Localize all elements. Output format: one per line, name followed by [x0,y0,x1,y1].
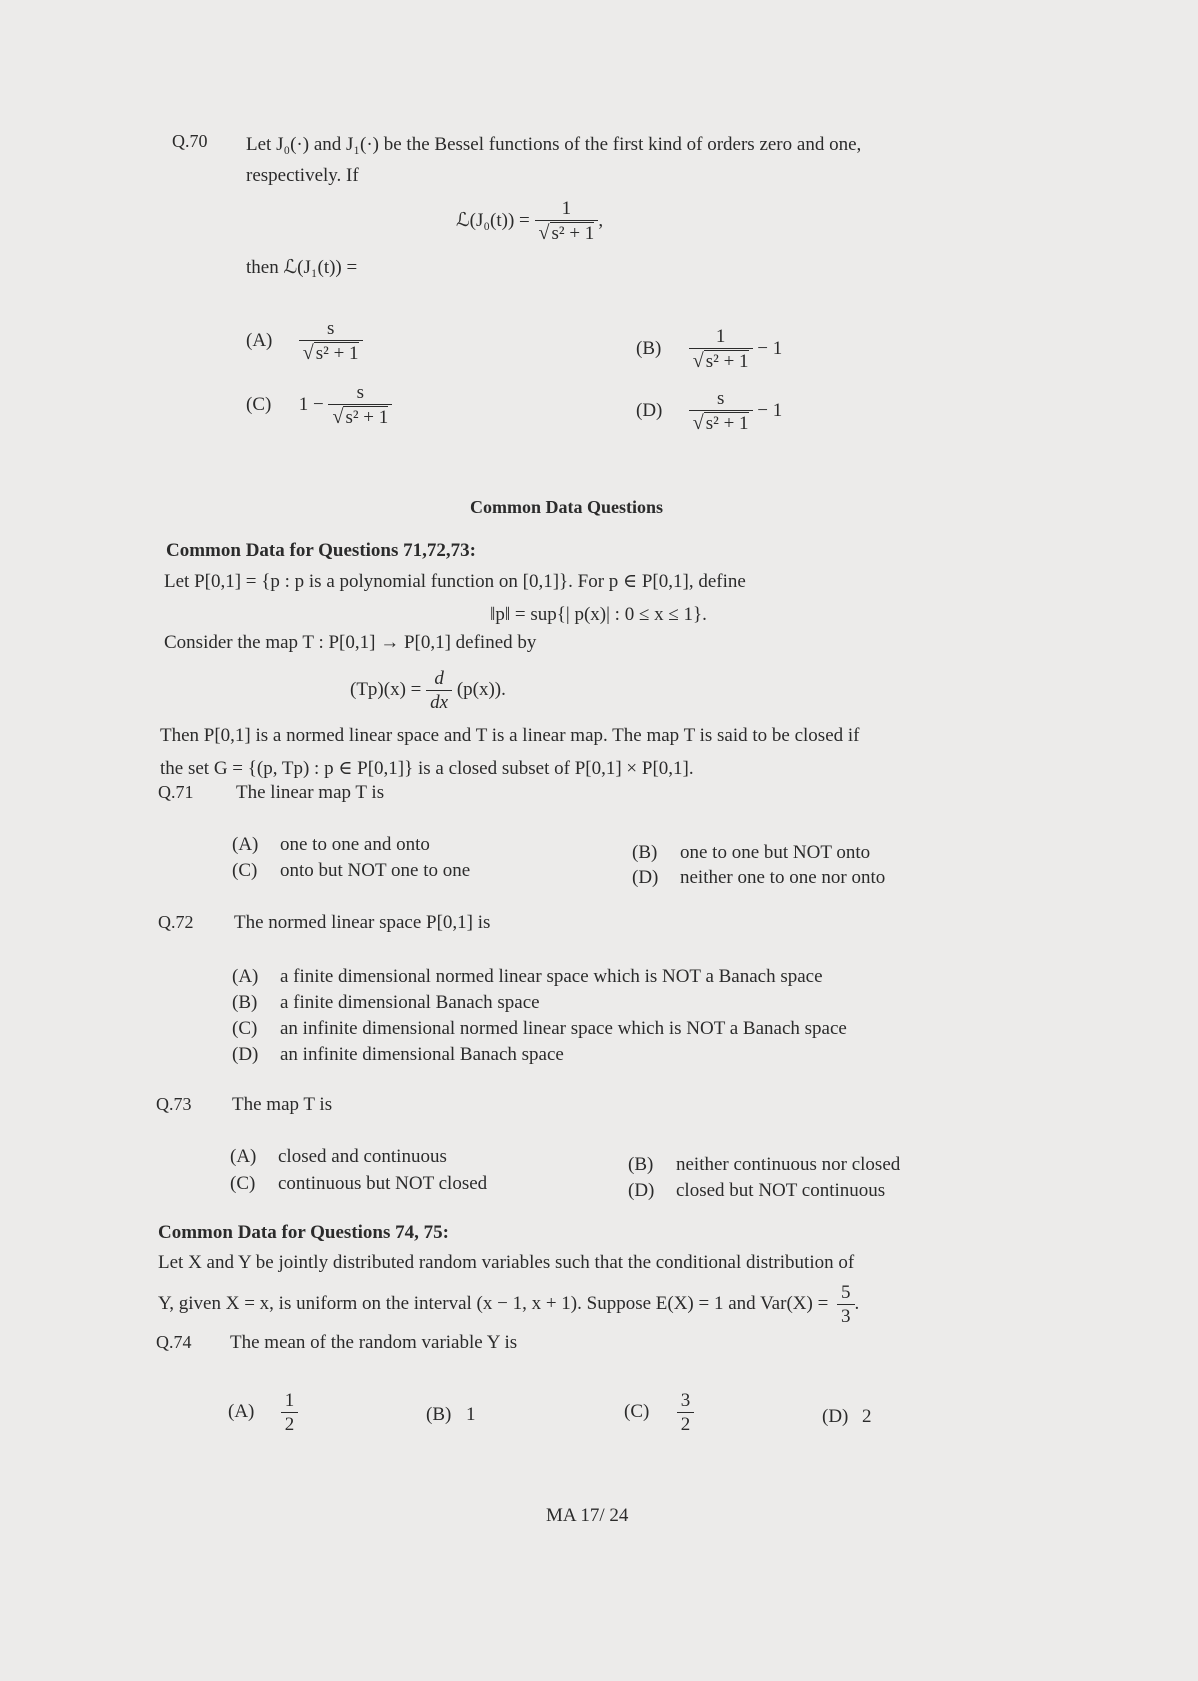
q71-number: Q.71 [158,782,194,802]
q72-option-c: (C) an infinite dimensional normed linear space which is NOT a Banach space [232,1018,847,1039]
cd71-line4: the set G = {(p, Tp) : p ∈ P[0,1]} is a closed subset of P[0,1] × P[0,1]. [160,758,694,779]
q70-line1: Let J₀(·) and J₁(·) be the Bessel functions of the first kind of orders zero and one, [246,134,862,155]
cd71-line3: Then P[0,1] is a normed linear space and T is a linear map. The map T is said to be closed if [160,725,860,746]
q72-stem: The normed linear space P[0,1] is [234,912,491,933]
q70-line2: respectively. If [246,165,359,186]
q70-given-equation: ℒ(J₀(t)) = $\frac{1}{\text{√ s² + 1}}$ , [456,198,604,244]
q71-stem: The linear map T is [236,782,385,803]
cd71-norm: ‖p‖ = sup{| p(x)| : 0 ≤ x ≤ 1}. [490,604,707,625]
cd71-heading: Common Data for Questions 71,72,73: [166,540,476,561]
page-footer: MA 17/ 24 [546,1505,629,1526]
q74-number: Q.74 [156,1332,192,1352]
q72-option-d: (D) an infinite dimensional Banach space [232,1044,564,1065]
cd71-line2: Consider the map T : P[0,1] → P[0,1] defined by [164,632,537,653]
q71-option-b: (B) one to one but NOT onto [632,842,871,863]
q73-number: Q.73 [156,1094,192,1114]
q73-stem: The map T is [232,1094,333,1115]
q73-option-d: (D) closed but NOT continuous [628,1180,886,1201]
q70-then: then ℒ(J₁(t)) = [246,257,358,278]
q71-option-a: (A) one to one and onto [232,834,430,855]
cd74-heading: Common Data for Questions 74, 75: [158,1222,449,1243]
q73-option-b: (B) neither continuous nor closed [628,1154,901,1175]
q70-given-fraction: $\frac{1}{\text{√ s² + 1}}$ [535,198,599,245]
section-title: Common Data Questions [470,497,664,517]
q70-given-lhs: ℒ(J₀(t)) = [456,209,530,231]
q71-option-c: (C) onto but NOT one to one [232,860,471,881]
q73-option-c: (C) continuous but NOT closed [230,1173,488,1194]
cd74-line1: Let X and Y be jointly distributed random variables such that the conditional distribution of [158,1252,855,1273]
q74-option-a: (A) $\frac{1}{2}$ [228,1390,298,1436]
q74-option-c: (C) $\frac{3}{2}$ [624,1390,694,1436]
q70-number: Q.70 [172,131,208,151]
cd74-line2: Y, given X = x, is uniform on the interval (x − 1, x + 1). Suppose E(X) = 1 and Var(X) = $\frac{5}{3}$ . [158,1282,860,1327]
q70-option-b: (B) $\frac{1}{\text{√ s² + 1}}$ − 1 [636,326,783,372]
q74-stem: The mean of the random variable Y is [230,1332,518,1353]
q72-number: Q.72 [158,912,194,932]
q73-option-a: (A) closed and continuous [230,1146,447,1167]
cd71-map-equation: (Tp)(x) = $\frac{d}{dx}$ (p(x)). [350,668,506,713]
q70-option-d: (D) $\frac{s}{\text{√ s² + 1}}$ − 1 [636,388,783,434]
q74-option-b: (B) 1 [426,1404,476,1425]
q74-option-d: (D) 2 [822,1406,872,1427]
q70-option-a: (A) $\frac{s}{\text{√ s² + 1}}$ [246,318,363,365]
q72-option-a: (A) a finite dimensional normed linear space which is NOT a Banach space [232,966,823,987]
cd71-line1: Let P[0,1] = {p : p is a polynomial function on [0,1]}. For p ∈ P[0,1], define [164,571,746,592]
q71-option-d: (D) neither one to one nor onto [632,867,886,888]
q70-option-c: (C) 1 − $\frac{s}{\text{√ s² + 1}}$ [246,382,392,429]
q72-option-b: (B) a finite dimensional Banach space [232,992,540,1013]
